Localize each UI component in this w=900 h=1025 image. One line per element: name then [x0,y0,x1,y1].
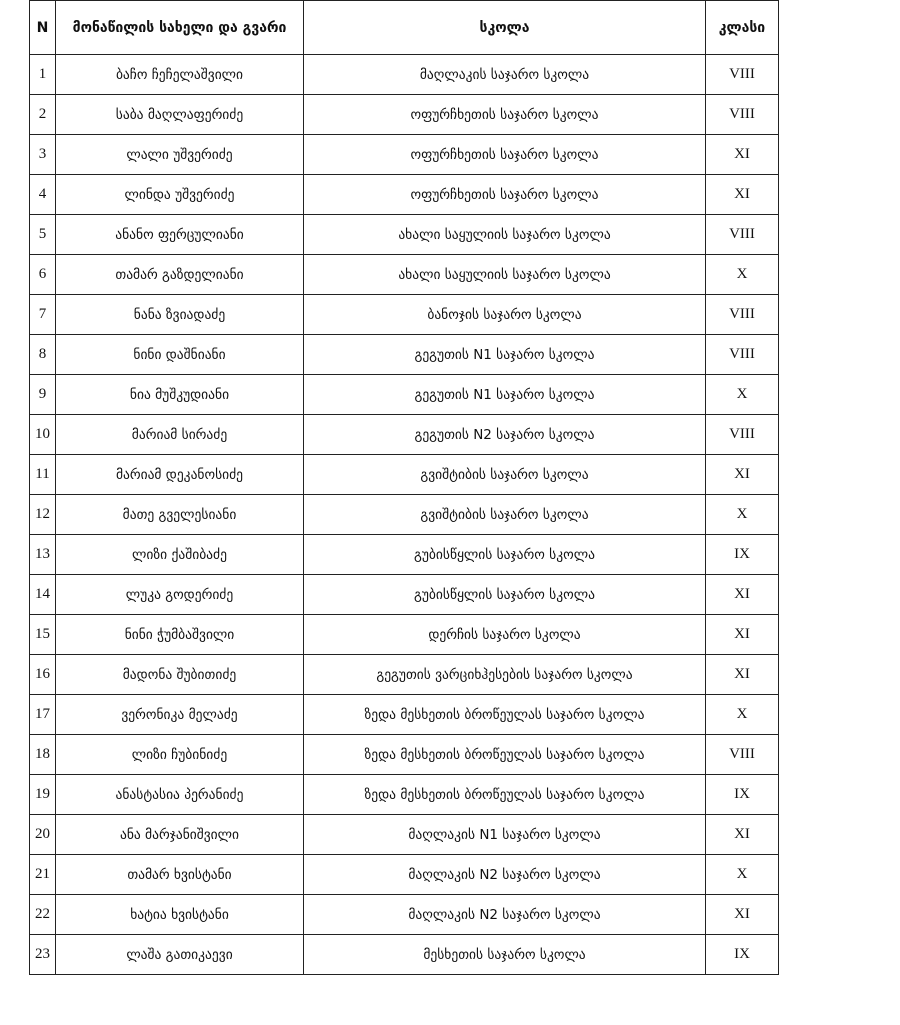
header-number: N [30,1,56,55]
school-name: გვიშტიბის საჯარო სკოლა [304,455,706,495]
participant-name: ნია მუშკუდიანი [56,375,304,415]
grade: VIII [706,215,779,255]
table-row [30,735,779,775]
header-participant-name: მონაწილის სახელი და გვარი [56,1,304,55]
row-number: 15 [30,615,56,655]
school-name: მაღლაკის საჯარო სკოლა [304,55,706,95]
table-row [30,575,779,615]
participant-name: ნინი დაშნიანი [56,335,304,375]
school-name: მაღლაკის N1 საჯარო სკოლა [304,815,706,855]
grade: XI [706,815,779,855]
participant-name: თამარ გაზდელიანი [56,255,304,295]
row-number: 20 [30,815,56,855]
school-name: გუბისწყლის საჯარო სკოლა [304,575,706,615]
school-name: ბანოჯის საჯარო სკოლა [304,295,706,335]
grade: XI [706,655,779,695]
participant-name: ნანა ზვიადაძე [56,295,304,335]
row-number: 11 [30,455,56,495]
school-name: მესხეთის საჯარო სკოლა [304,935,706,975]
grade: VIII [706,735,779,775]
grade: XI [706,895,779,935]
table-row [30,495,779,535]
school-name: დერჩის საჯარო სკოლა [304,615,706,655]
participants-table [29,0,779,975]
school-name: გეგუთის N2 საჯარო სკოლა [304,415,706,455]
participant-name: ანასტასია პერანიძე [56,775,304,815]
participant-name: ლინდა უშვერიძე [56,175,304,215]
participant-name: მადონა შუბითიძე [56,655,304,695]
grade: VIII [706,295,779,335]
table-row [30,375,779,415]
row-number: 9 [30,375,56,415]
row-number: 12 [30,495,56,535]
row-number: 1 [30,55,56,95]
row-number: 18 [30,735,56,775]
grade: VIII [706,95,779,135]
grade: VIII [706,55,779,95]
grade: XI [706,575,779,615]
school-name: გეგუთის N1 საჯარო სკოლა [304,375,706,415]
table-row [30,415,779,455]
school-name: ოფურჩხეთის საჯარო სკოლა [304,95,706,135]
school-name: გეგუთის N1 საჯარო სკოლა [304,335,706,375]
school-name: მაღლაკის N2 საჯარო სკოლა [304,855,706,895]
grade: XI [706,455,779,495]
row-number: 19 [30,775,56,815]
row-number: 5 [30,215,56,255]
participant-name: მარიამ სირაძე [56,415,304,455]
grade: VIII [706,335,779,375]
table-row [30,615,779,655]
header-row [30,1,779,55]
table-row [30,775,779,815]
table-row [30,175,779,215]
school-name: ოფურჩხეთის საჯარო სკოლა [304,135,706,175]
table-row [30,455,779,495]
school-name: ზედა მესხეთის ბროწეულას საჯარო სკოლა [304,695,706,735]
participant-name: ლუკა გოდერიძე [56,575,304,615]
school-name: მაღლაკის N2 საჯარო სკოლა [304,895,706,935]
participant-name: თამარ ხვისტანი [56,855,304,895]
grade: IX [706,775,779,815]
school-name: გუბისწყლის საჯარო სკოლა [304,535,706,575]
table-row [30,815,779,855]
header-school: სკოლა [304,1,706,55]
participant-name: ლიზი ქაშიბაძე [56,535,304,575]
row-number: 17 [30,695,56,735]
row-number: 23 [30,935,56,975]
row-number: 3 [30,135,56,175]
grade: X [706,375,779,415]
participant-name: ლაშა გათიკაევი [56,935,304,975]
table-row [30,55,779,95]
participant-name: ანანო ფერცულიანი [56,215,304,255]
participant-name: ლიზი ჩუბინიძე [56,735,304,775]
participant-name: ხატია ხვისტანი [56,895,304,935]
table-row [30,855,779,895]
row-number: 21 [30,855,56,895]
table-row [30,935,779,975]
participant-name: საბა მაღლაფერიძე [56,95,304,135]
school-name: ზედა მესხეთის ბროწეულას საჯარო სკოლა [304,735,706,775]
participant-name: ნინი ჭუმბაშვილი [56,615,304,655]
table-row [30,335,779,375]
table-row [30,895,779,935]
grade: IX [706,935,779,975]
row-number: 14 [30,575,56,615]
table-header [30,1,779,55]
table-body [30,55,779,975]
row-number: 7 [30,295,56,335]
participant-name: მარიამ დეკანოსიძე [56,455,304,495]
table-row [30,135,779,175]
table-row [30,95,779,135]
table-row [30,295,779,335]
table-row [30,655,779,695]
school-name: გვიშტიბის საჯარო სკოლა [304,495,706,535]
row-number: 4 [30,175,56,215]
table-row [30,215,779,255]
participant-name: ვერონიკა მელაძე [56,695,304,735]
participant-name: ანა მარჯანიშვილი [56,815,304,855]
school-name: გეგუთის ვარციხჰესების საჯარო სკოლა [304,655,706,695]
row-number: 2 [30,95,56,135]
row-number: 22 [30,895,56,935]
school-name: ზედა მესხეთის ბროწეულას საჯარო სკოლა [304,775,706,815]
participant-name: ლალი უშვერიძე [56,135,304,175]
row-number: 10 [30,415,56,455]
grade: XI [706,175,779,215]
grade: X [706,695,779,735]
school-name: ახალი საყულიის საჯარო სკოლა [304,255,706,295]
school-name: ახალი საყულიის საჯარო სკოლა [304,215,706,255]
row-number: 8 [30,335,56,375]
row-number: 13 [30,535,56,575]
table-row [30,535,779,575]
table-row [30,695,779,735]
header-grade: კლასი [706,1,779,55]
grade: XI [706,615,779,655]
grade: X [706,855,779,895]
grade: X [706,255,779,295]
row-number: 6 [30,255,56,295]
grade: VIII [706,415,779,455]
participant-name: ბაჩო ჩეჩელაშვილი [56,55,304,95]
row-number: 16 [30,655,56,695]
participant-name: მათე გველესიანი [56,495,304,535]
grade: X [706,495,779,535]
grade: IX [706,535,779,575]
table-row [30,255,779,295]
grade: XI [706,135,779,175]
school-name: ოფურჩხეთის საჯარო სკოლა [304,175,706,215]
